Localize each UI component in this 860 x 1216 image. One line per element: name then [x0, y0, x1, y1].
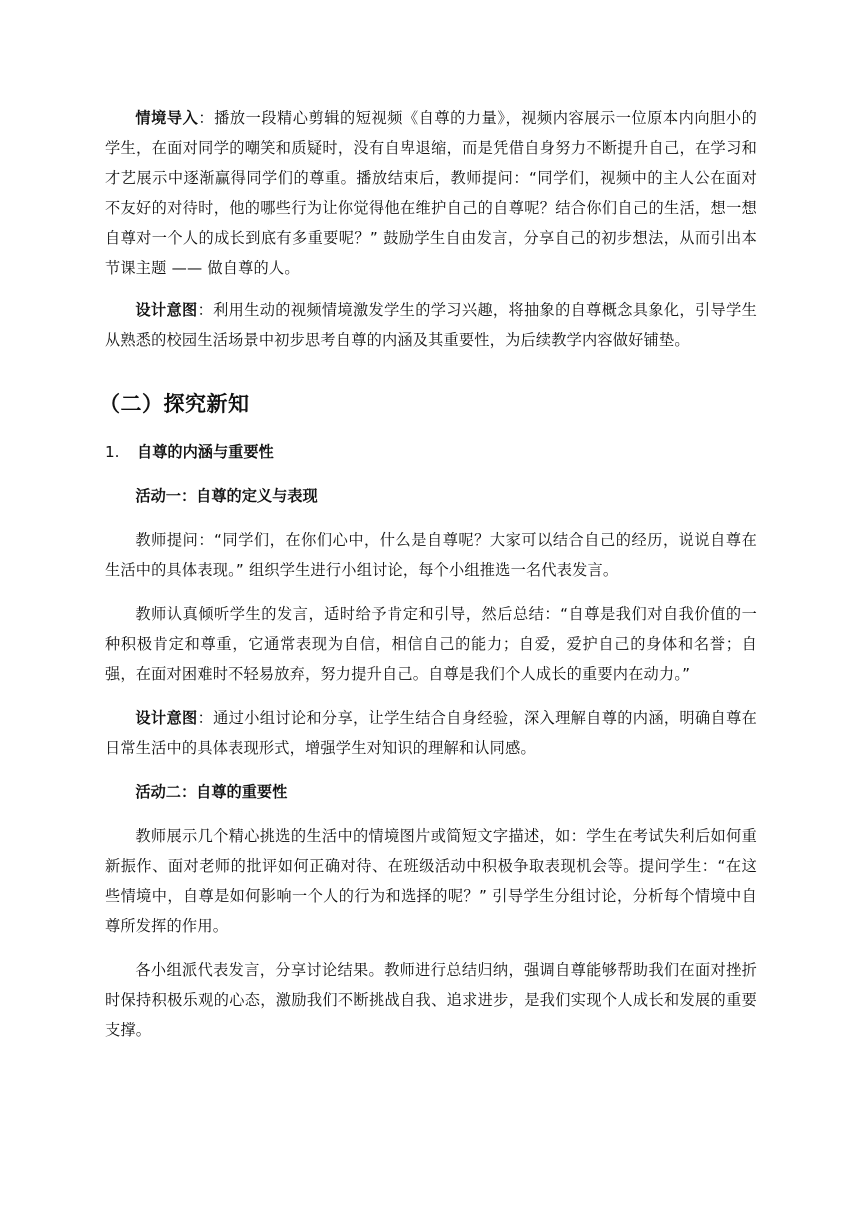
activity2-title: 活动二：自尊的重要性	[135, 783, 288, 801]
activity1-paragraph-2: 教师认真倾听学生的发言，适时给予肯定和引导，然后总结：“自尊是我们对自我价值的一种积极肯定和尊重，它通常表现为自信，相信自己的能力；自爱，爱护自己的身体和名誉；自强，在面对困难时不轻易放弃，努力提升自己。自尊是我们个人成长的重要内在动力。”	[105, 605, 757, 683]
item-number: 1.	[105, 443, 120, 461]
page-content	[99, 103, 757, 1045]
activity2-paragraph-1: 教师展示几个精心挑选的生活中的情境图片或简短文字描述，如：学生在考试失利后如何重新振作、面对老师的批评如何正确对待、在班级活动中积极争取表现机会等。提问学生：“在这些情境中，自尊是如何影响一个人的行为和选择的呢？” 引导学生分组讨论，分析每个情境中自尊所发挥的作用。	[105, 827, 757, 935]
intro-lead: 情境导入	[135, 109, 199, 127]
activity2-paragraph-2: 各小组派代表发言，分享讨论结果。教师进行总结归纳，强调自尊能够帮助我们在面对挫折时保持积极乐观的心态，激励我们不断挑战自我、追求进步，是我们实现个人成长和发展的重要支撑。	[105, 961, 757, 1039]
activity1-intent-paragraph	[105, 703, 757, 763]
intro-intent-paragraph	[105, 295, 757, 355]
activity1-intent-lead: 设计意图	[135, 709, 198, 727]
activity1-paragraph-1: 教师提问：“同学们，在你们心中，什么是自尊呢？大家可以结合自己的经历，说说自尊在生活中的具体表现。” 组织学生进行小组讨论，每个小组推选一名代表发言。	[105, 531, 757, 579]
activity1-title: 活动一：自尊的定义与表现	[135, 487, 318, 505]
item-title: 自尊的内涵与重要性	[137, 443, 274, 461]
intro-paragraph	[105, 103, 757, 283]
activity1-intent-text: ：通过小组讨论和分享，让学生结合自身经验，深入理解自尊的内涵，明确自尊在日常生活中的具体表现形式，增强学生对知识的理解和认同感。	[105, 709, 757, 757]
intro-intent-text: ：利用生动的视频情境激发学生的学习兴趣，将抽象的自尊概念具象化，引导学生从熟悉的校园生活场景中初步思考自尊的内涵及其重要性，为后续教学内容做好铺垫。	[105, 301, 757, 349]
intro-intent-lead: 设计意图	[135, 301, 198, 319]
intro-text: ：播放一段精心剪辑的短视频《自尊的力量》，视频内容展示一位原本内向胆小的学生，在面对同学的嘲笑和质疑时，没有自卑退缩，而是凭借自身努力不断提升自己，在学习和才艺展示中逐渐赢得同学们的尊重。播放结束后，教师提问：“同学们，视频中的主人公在面对不友好的对待时，他的哪些行为让你觉得他在维护自己的自尊呢？结合你们自己的生活，想一想自尊对一个人的成长到底有多重要呢？” 鼓励学生自由发言，分享自己的初步想法，从而引出本节课主题 —— 做自尊的人。	[105, 109, 757, 277]
numbered-item	[105, 437, 757, 467]
section-heading: （二）探究新知	[99, 392, 250, 416]
